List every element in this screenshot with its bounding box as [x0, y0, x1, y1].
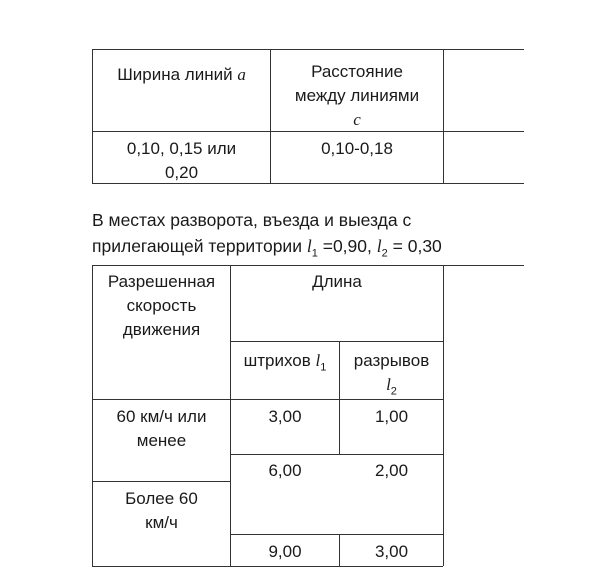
speed-low-cell [93, 405, 230, 453]
distance-variable: c [353, 110, 361, 129]
gap-subscript: 2 [390, 385, 397, 398]
table1-right-border [443, 49, 444, 183]
table2-header-bottom [92, 399, 443, 400]
dash-variable: l [315, 351, 321, 370]
l2-value: = 0,30 [392, 236, 442, 256]
speed-high-line2: км/ч [145, 513, 178, 532]
gap-subheader [340, 349, 443, 397]
width-label: Ширина линий [117, 65, 233, 84]
distance-label-line2: между линиями [294, 86, 420, 105]
table1-cell-distance-value [271, 137, 443, 161]
table1-header-width [93, 63, 270, 87]
row3-dash: 9,00 [268, 542, 302, 561]
distance-label-line1: Расстояние [311, 62, 403, 81]
speed-low-line2: менее [136, 431, 187, 450]
table2-length-subheader-divider [230, 341, 443, 342]
speed-header-line1: Разрешенная [107, 272, 216, 291]
row1-gap: 1,00 [374, 407, 409, 426]
row2-gap: 2,00 [374, 461, 409, 480]
width-variable: a [237, 65, 246, 84]
gap-variable-wrap [340, 373, 443, 397]
speed-low-line1: 60 км/ч или [116, 407, 207, 426]
note-line2-prefix: прилегающей территории [92, 236, 302, 256]
l2-variable: l [376, 236, 382, 256]
row3-gap: 3,00 [374, 542, 409, 561]
speed-header [93, 270, 230, 342]
note-line2 [92, 234, 442, 258]
table1-top-border [92, 49, 524, 50]
l1-subscript: 1 [311, 247, 318, 260]
gap-label: разрывов [353, 351, 430, 370]
l1-value: =0,90, [322, 236, 372, 256]
row1-dash: 3,00 [268, 407, 302, 426]
note-line1: В местах разворота, въезда и выезда с [92, 210, 412, 230]
distance-value: 0,10-0,18 [321, 139, 393, 158]
dash-subheader [231, 349, 339, 373]
speed-high-line1: Более 60 [125, 489, 198, 508]
table2-row1-divider [230, 454, 443, 455]
table2-top-border [92, 265, 524, 266]
speed-header-line3: движения [122, 320, 201, 339]
speed-high-cell [93, 487, 230, 535]
l2-subscript: 2 [381, 247, 388, 260]
table1-header-distance [271, 60, 443, 132]
table2-right-border [443, 265, 444, 566]
length-header-label: Длина [312, 272, 362, 291]
l1-variable: l [306, 236, 312, 256]
table2-speed-group-divider [92, 481, 230, 482]
gap-variable: l [386, 375, 391, 394]
table2-bottom-border [92, 566, 443, 567]
table2-row2-divider [230, 534, 443, 535]
speed-header-line2: скорость [126, 296, 197, 315]
dash-subscript: 1 [320, 361, 327, 374]
dash-label: штрихов [243, 351, 311, 370]
length-header [231, 270, 443, 294]
width-values-line2: 0,20 [164, 163, 199, 182]
row2-dash: 6,00 [268, 461, 302, 480]
width-values-line1: 0,10, 0,15 или [126, 139, 237, 158]
table1-cell-width-values [93, 137, 270, 185]
